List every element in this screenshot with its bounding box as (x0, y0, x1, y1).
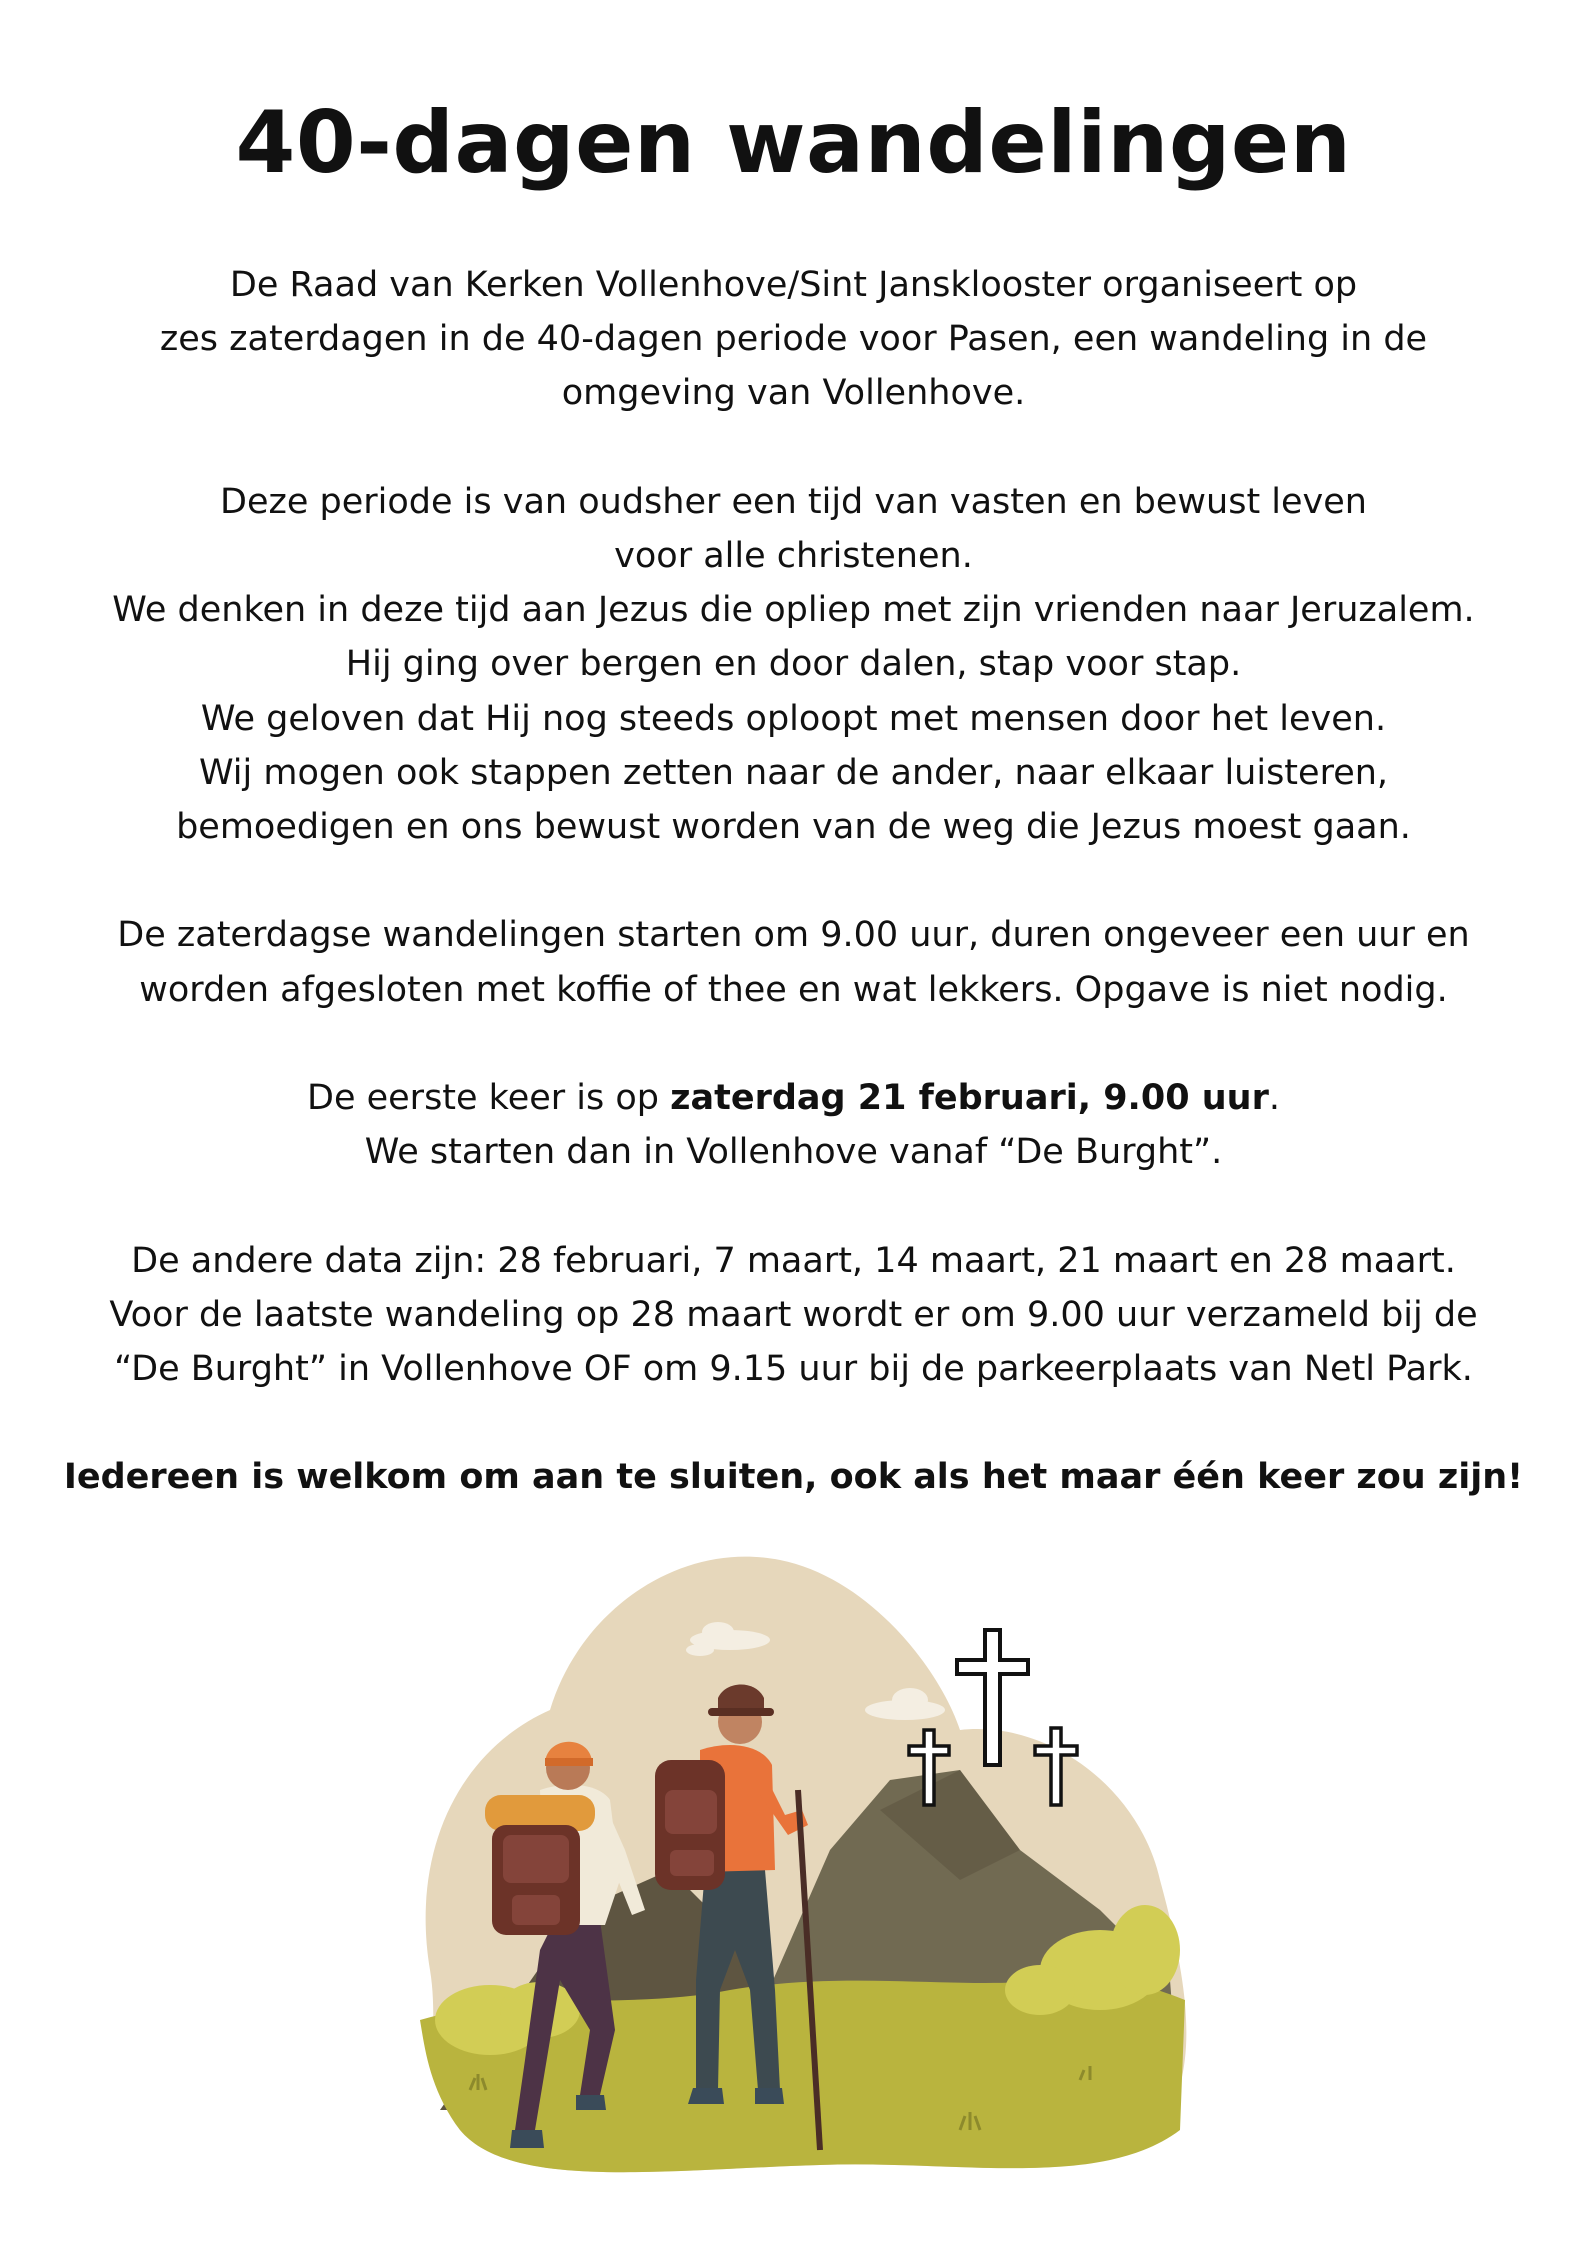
schedule-line: De zaterdagse wandelingen starten om 9.00 uur, duren ongeveer een uur en (117, 915, 1470, 956)
meaning-line: voor alle christenen. (614, 536, 973, 576)
page-title: 40-dagen wandelingen (235, 93, 1352, 193)
first-walk-date: zaterdag 21 februari, 9.00 uur (670, 1078, 1269, 1118)
intro-line: De Raad van Kerken Vollenhove/Sint Jansklooster organiseert op (229, 265, 1358, 305)
closing-statement: Iedereen is welkom om aan te sluiten, ook als het maar één keer zou zijn! (63, 1457, 1524, 1498)
meaning-line: We denken in deze tijd aan Jezus die opliep met zijn vrienden naar Jeruzalem. (112, 590, 1475, 631)
first-walk-line: We starten dan in Vollenhove vanaf “De Burght”. (364, 1132, 1223, 1173)
dates-paragraph (40, 1234, 1547, 1397)
dates-line: Voor de laatste wandeling op 28 maart wordt er om 9.00 uur verzameld bij de (109, 1294, 1478, 1335)
meaning-line: We geloven dat Hij nog steeds oploopt met mensen door het leven. (200, 698, 1387, 739)
meaning-line: bemoedigen en ons bewust worden van de weg die Jezus moest gaan. (176, 807, 1411, 848)
hikers-illustration (400, 1550, 1200, 2190)
first-walk-line (40, 1071, 1547, 1125)
meaning-line: Hij ging over bergen en door dalen, stap voor stap. (345, 644, 1242, 685)
first-walk-paragraph (40, 1071, 1547, 1179)
intro-line: zes zaterdagen in de 40-dagen periode voor Pasen, een wandeling in de (159, 319, 1428, 360)
schedule-paragraph (40, 908, 1547, 1016)
meaning-line: Wij mogen ook stappen zetten naar de ander, naar elkaar luisteren, (198, 752, 1389, 793)
dates-line: “De Burght” in Vollenhove OF om 9.15 uur bij de parkeerplaats van Netl Park. (114, 1349, 1473, 1389)
first-walk-suffix: . (1268, 1078, 1280, 1118)
intro-line: omgeving van Vollenhove. (561, 373, 1026, 414)
schedule-line: worden afgesloten met koffie of thee en wat lekkers. Opgave is niet nodig. (139, 969, 1448, 1010)
intro-paragraph (40, 258, 1547, 421)
first-walk-prefix: De eerste keer is op (307, 1078, 671, 1118)
meaning-line: Deze periode is van oudsher een tijd van vasten en bewust leven (220, 481, 1367, 522)
meaning-paragraph (40, 475, 1547, 854)
flyer-body (40, 258, 1547, 1505)
dates-line: De andere data zijn: 28 februari, 7 maart, 14 maart, 21 maart en 28 maart. (131, 1240, 1456, 1281)
